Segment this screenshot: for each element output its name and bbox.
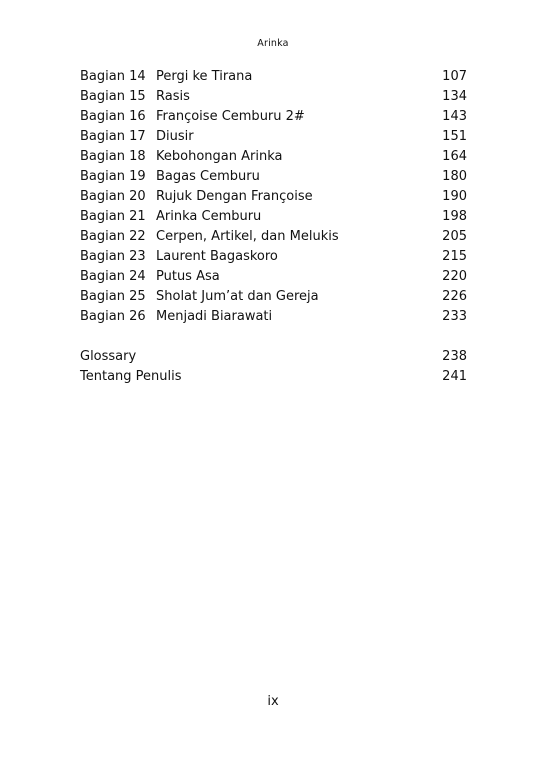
toc-title: Sholat Jum’at dan Gereja (156, 289, 319, 304)
toc-page-number: 241 (442, 369, 467, 384)
toc-page-number: 134 (442, 89, 467, 104)
toc-title: Diusir (156, 129, 194, 144)
toc-entry-bagian-15 (80, 87, 467, 107)
toc-entry-bagian-17 (80, 127, 467, 147)
toc-page-number: 107 (442, 69, 467, 84)
toc-entry-bagian-23 (80, 247, 467, 267)
toc-entry-bagian-18 (80, 147, 467, 167)
toc-title: Arinka Cemburu (156, 209, 262, 224)
toc-title: Laurent Bagaskoro (156, 249, 278, 264)
toc-entry-bagian-19 (80, 167, 467, 187)
toc-entry-bagian-20 (80, 187, 467, 207)
toc-part-label: Bagian 23 (80, 249, 146, 264)
toc-page-number: 226 (442, 289, 467, 304)
toc-title: Rujuk Dengan Françoise (156, 189, 313, 204)
toc-entry-bagian-14 (80, 67, 467, 87)
toc-part-label: Bagian 19 (80, 169, 146, 184)
toc-page-number: 164 (442, 149, 467, 164)
toc-part-label: Bagian 22 (80, 229, 146, 244)
table-of-contents (80, 67, 467, 387)
toc-title: Tentang Penulis (80, 369, 182, 384)
toc-title: Bagas Cemburu (156, 169, 260, 184)
toc-page-number: 205 (442, 229, 467, 244)
toc-page-number: 215 (442, 249, 467, 264)
toc-entry-bagian-24 (80, 267, 467, 287)
toc-title: Cerpen, Artikel, dan Melukis (156, 229, 339, 244)
toc-title: Rasis (156, 89, 190, 104)
toc-part-label: Bagian 20 (80, 189, 146, 204)
toc-page-number: 220 (442, 269, 467, 284)
toc-part-label: Bagian 25 (80, 289, 146, 304)
toc-entry-bagian-22 (80, 227, 467, 247)
toc-part-label: Bagian 16 (80, 109, 146, 124)
toc-part-label: Bagian 14 (80, 69, 146, 84)
toc-entry-bagian-26 (80, 307, 467, 327)
toc-page-number: 151 (442, 129, 467, 144)
toc-entry-glossary (80, 347, 467, 367)
toc-page-number: 238 (442, 349, 467, 364)
running-header: Arinka (257, 38, 289, 49)
toc-part-label: Bagian 26 (80, 309, 146, 324)
toc-spacer (80, 327, 467, 347)
toc-entry-bagian-16 (80, 107, 467, 127)
toc-title: Glossary (80, 349, 137, 364)
toc-title: Putus Asa (156, 269, 220, 284)
toc-entry-tentang-penulis (80, 367, 467, 387)
toc-part-label: Bagian 24 (80, 269, 146, 284)
toc-title: Françoise Cemburu 2# (156, 109, 305, 124)
toc-part-label: Bagian 15 (80, 89, 146, 104)
toc-page-number: 190 (442, 189, 467, 204)
toc-part-label: Bagian 17 (80, 129, 146, 144)
toc-part-label: Bagian 21 (80, 209, 146, 224)
toc-part-label: Bagian 18 (80, 149, 146, 164)
toc-page-number: 233 (442, 309, 467, 324)
toc-page-number: 198 (442, 209, 467, 224)
toc-entry-bagian-25 (80, 287, 467, 307)
toc-entry-bagian-21 (80, 207, 467, 227)
toc-page-number: 180 (442, 169, 467, 184)
toc-title: Menjadi Biarawati (156, 309, 273, 324)
toc-page-number: 143 (442, 109, 467, 124)
toc-title: Kebohongan Arinka (156, 149, 283, 164)
page-number: ix (267, 694, 279, 709)
toc-title: Pergi ke Tirana (156, 69, 253, 84)
